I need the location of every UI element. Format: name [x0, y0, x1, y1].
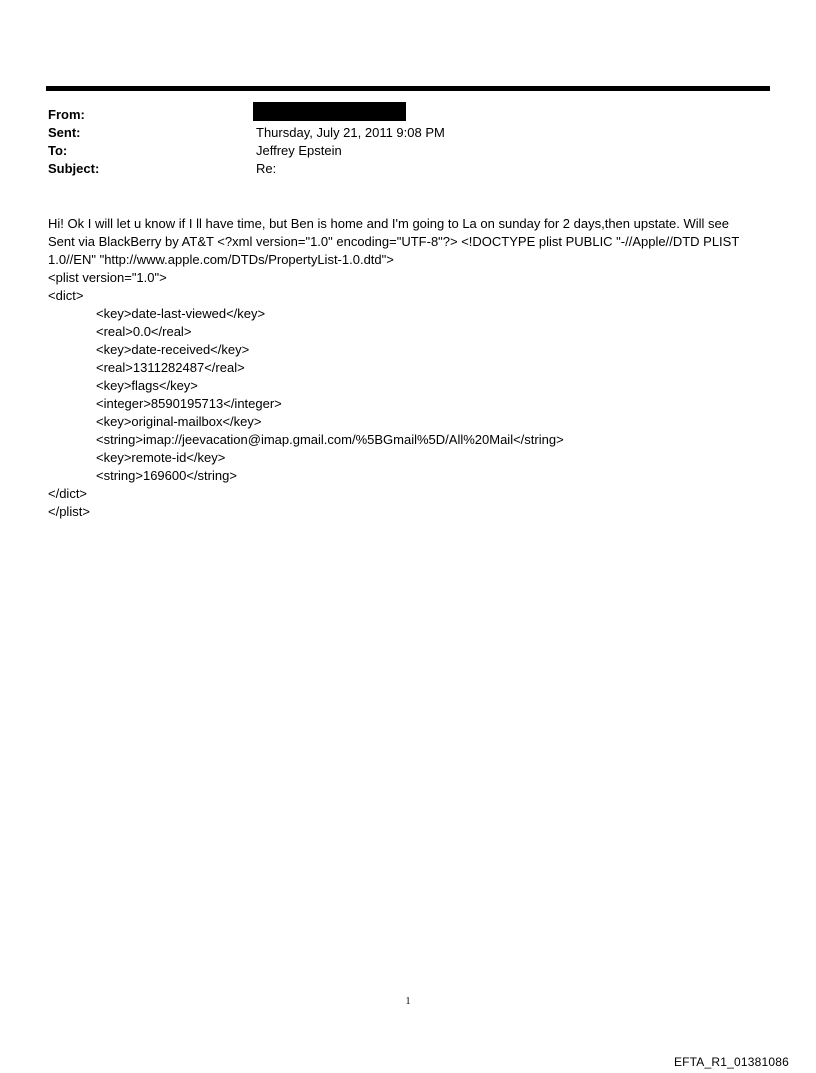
dict-entry: <string>imap://jeevacation@imap.gmail.com/%5BGmail%5D/All%20Mail</string> — [96, 432, 564, 447]
email-body — [48, 215, 768, 521]
plist-open-tag: <plist version="1.0"> — [48, 270, 167, 285]
dict-close-tag: </dict> — [48, 486, 88, 501]
header-divider — [46, 86, 770, 91]
dict-entry: <key>date-last-viewed</key> — [96, 306, 266, 321]
document-id: EFTA_R1_01381086 — [673, 1055, 789, 1069]
dict-entry: <real>1311282487</real> — [96, 360, 245, 375]
sent-row — [48, 124, 748, 142]
to-value: Jeffrey Epstein — [256, 143, 342, 158]
dict-open-tag: <dict> — [48, 288, 84, 303]
dict-entry: <key>remote-id</key> — [96, 450, 226, 465]
redaction-block — [253, 102, 406, 121]
dict-entry: <string>169600</string> — [96, 468, 237, 483]
dict-entry: <integer>8590195713</integer> — [96, 396, 282, 411]
subject-row — [48, 160, 748, 178]
from-value — [256, 106, 406, 124]
subject-label: Subject: — [48, 161, 100, 176]
body-line: 1.0//EN" "http://www.apple.com/DTDs/PropertyList-1.0.dtd"> — [48, 252, 394, 267]
dict-entry: <real>0.0</real> — [96, 324, 192, 339]
body-line: Sent via BlackBerry by AT&T <?xml version="1.0" encoding="UTF-8"?> <!DOCTYPE plist PUBLIC "-//Apple//DTD PLIST — [48, 234, 740, 249]
to-label: To: — [48, 143, 68, 158]
sent-label: Sent: — [48, 125, 81, 140]
from-row — [48, 106, 748, 124]
dict-entry: <key>original-mailbox</key> — [96, 414, 262, 429]
subject-value: Re: — [256, 161, 277, 176]
dict-entry: <key>date-received</key> — [96, 342, 250, 357]
email-header — [48, 106, 748, 178]
sent-value: Thursday, July 21, 2011 9:08 PM — [256, 125, 445, 140]
body-line: Hi! Ok I will let u know if I ll have time, but Ben is home and I'm going to La on sunday for 2 days,then upstate. Will see — [48, 216, 729, 231]
page-number: 1 — [405, 996, 411, 1007]
plist-close-tag: </plist> — [48, 504, 90, 519]
to-row — [48, 142, 748, 160]
dict-entry: <key>flags</key> — [96, 378, 198, 393]
from-label: From: — [48, 107, 85, 122]
